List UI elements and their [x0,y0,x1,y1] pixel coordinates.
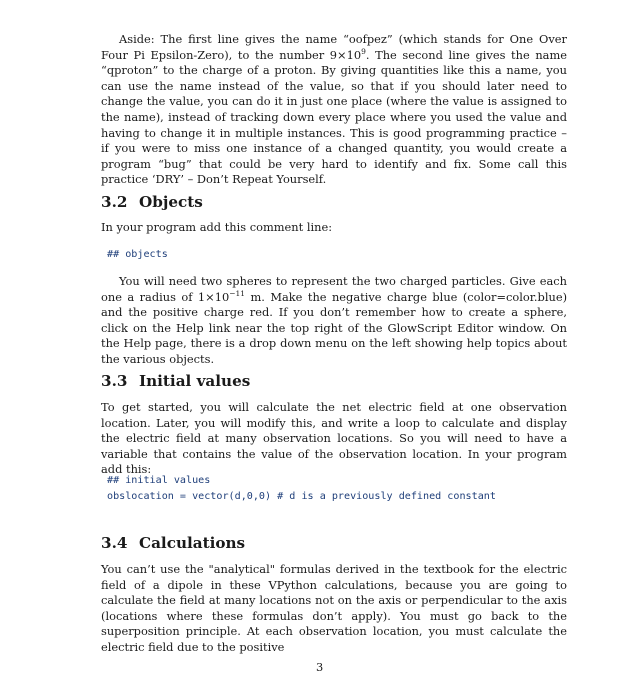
aside-paragraph [101,32,567,188]
page-number: 3 [316,660,324,674]
objects-text-part1: You will need two spheres to represent the two charged particles. Give each one a radius of 1×10 [101,274,567,304]
section-number: 3.3 [101,372,128,390]
code-line: ## initial values [107,475,211,486]
section-number: 3.2 [101,193,128,211]
aside-text-part2: . The second line gives the name “qproton” to the charge of a proton. By giving quantities like this a name, you can use the name instead of the value, so that if you should later need to change the value, you can do it in just one place (where the value is assigned to the name), instead of tracking down every place where you used the value and having to change it in multiple instances. This is good programming practice – if you were to miss one instance of a changed quantity, you would create a program “bug” that could be very hard to identify and fix. Some call this practice ‘DRY’ – Don’t Repeat Yourself. [101,47,567,187]
objects-intro-paragraph: In your program add this comment line: [101,220,333,234]
objects-code-block [107,247,168,263]
section-title: Objects [139,193,203,211]
section-heading-objects [101,193,203,211]
section-heading-calculations [101,534,245,552]
radius-exponent: −11 [229,288,246,298]
initial-values-code-block [107,473,496,505]
objects-text-part2: m. Make the negative charge blue (color=color.blue) and the positive charge red. If you don’t remember how to create a sphere, click on the Help link near the top right of the GlowScript Editor window. On the Help page, there is a drop down menu on the left showing help topics about the various objects. [101,289,568,366]
aside-text-part1: Aside: The first line gives the name “oofpez” (which stands for One Over Four Pi Epsilon-Zero), to the number 9×10 [101,32,567,62]
initial-values-paragraph: To get started, you will calculate the net electric field at one observation location. Later, you will modify this, and write a loop to calculate and display the electric field at many observation locations. So you will need to have a variable that contains the value of the observation location. In your program add this: [101,400,567,477]
section-title: Initial values [139,372,251,390]
aside-exponent: 9 [361,46,366,56]
section-number: 3.4 [101,534,128,552]
objects-body-paragraph [101,274,567,368]
section-heading-initial-values [101,372,250,390]
section-title: Calculations [139,534,246,552]
code-line: ## objects [107,249,168,260]
calculations-paragraph: You can’t use the "analytical" formulas derived in the textbook for the electric field of a dipole in these VPython calculations, because you are going to calculate the field at many locations not on the axis or perpendicular to the axis (locations where these formulas don’t apply). You must go back to the superposition principle. At each observation location, you must calculate the electric field due to the positive [101,562,567,654]
code-line: obslocation = vector(d,0,0) # d is a previously defined constant [107,491,496,502]
